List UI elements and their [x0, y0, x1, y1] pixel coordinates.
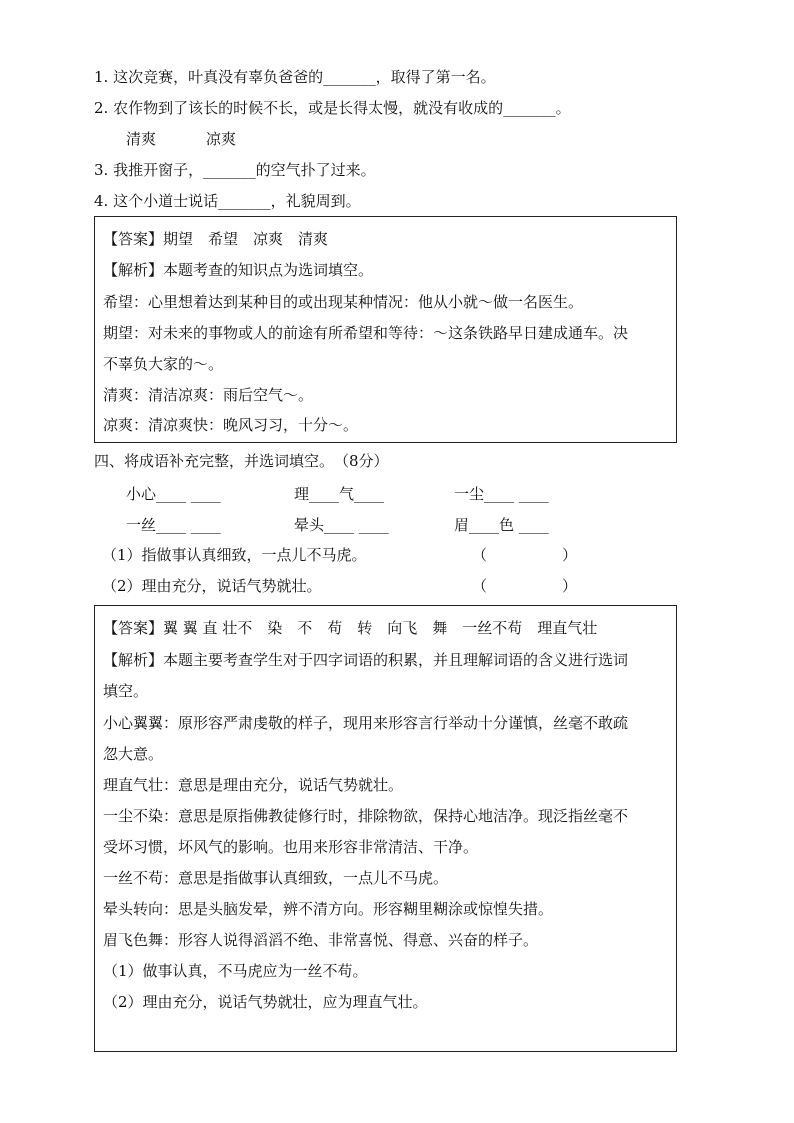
word-option-2: 凉爽: [206, 130, 237, 148]
explanation-line: 不辜负大家的～。: [103, 355, 224, 373]
explanation-line: 小心翼翼：原形容严肃虔敬的样子，现用来形容言行举动十分谨慎，丝毫不敢疏: [103, 714, 629, 732]
question-3: 3. 我推开窗子，_______的空气扑了过来。: [94, 161, 376, 179]
explanation-line: 理直气壮：意思是理由充分，说话气势就壮。: [103, 776, 404, 794]
explanation-line: 忽大意。: [103, 745, 164, 763]
analysis-line: 【解析】本题考查的知识点为选词填空。: [103, 261, 374, 279]
question-1: 1. 这次竞赛，叶真没有辜负爸爸的_______，取得了第一名。: [94, 68, 496, 86]
answer-paren-2: （ ）: [472, 577, 578, 595]
explanation-line: 晕头转向：思是头脑发晕，辨不清方向。形容糊里糊涂或惊惶失措。: [103, 900, 554, 918]
answer-line: 【答案】期望 希望 凉爽 清爽: [103, 230, 329, 248]
explanation-line: 一丝不苟：意思是指做事认真细致，一点儿不马虎。: [103, 869, 449, 887]
answer-box-2: [94, 605, 677, 1052]
explanation-line: 清爽：清洁凉爽：雨后空气～。: [103, 386, 314, 404]
explanation-line: 受坏习惯，坏风气的影响。也用来形容非常清洁、干净。: [103, 838, 479, 856]
fill-sentence-1: （1）指做事认真细致，一点儿不马虎。: [102, 546, 367, 564]
word-option-1: 清爽: [126, 130, 157, 148]
idiom-blank: 理____气____: [294, 485, 385, 503]
idiom-blank: 一丝____ ____: [126, 516, 221, 534]
answer-box-1: [94, 216, 677, 443]
answer-line: 【答案】翼 翼 直 壮不 染 不 苟 转 向飞 舞 一丝不苟 理直气壮: [103, 619, 598, 637]
section-4-title: 四、将成语补充完整，并选词填空。 （8分）: [94, 452, 389, 470]
explanation-line: 凉爽：清凉爽快：晚风习习，十分～。: [103, 416, 359, 434]
question-2: 2. 农作物到了该长的时候不长，或是长得太慢，就没有收成的_______。: [94, 99, 571, 117]
idiom-blank: 小心____ ____: [126, 485, 221, 503]
question-4: 4. 这个小道士说话_______，礼貌周到。: [94, 192, 361, 210]
idiom-blank: 眉____色 ____: [454, 516, 549, 534]
explanation-line: 眉飞色舞：形容人说得滔滔不绝、非常喜悦、得意、兴奋的样子。: [103, 931, 539, 949]
idiom-blank: 晕头____ ____: [294, 516, 389, 534]
explanation-line: （1）做事认真，不马虎应为一丝不苟。: [103, 962, 368, 980]
answer-paren-1: （ ）: [472, 546, 578, 564]
fill-sentence-2: （2）理由充分，说话气势就壮。: [102, 577, 322, 595]
explanation-line: 期望：对未来的事物或人的前途有所希望和等待：～这条铁路早日建成通车。决: [103, 324, 629, 342]
analysis-line: 填空。: [103, 682, 149, 700]
explanation-line: （2）理由充分，说话气势就壮，应为理直气壮。: [103, 993, 428, 1011]
idiom-blank: 一尘____ ____: [454, 485, 549, 503]
analysis-line: 【解析】本题主要考查学生对于四字词语的积累，并且理解词语的含义进行选词: [103, 651, 629, 669]
explanation-line: 希望：心里想着达到某种目的或出现某种情况：他从小就～做一名医生。: [103, 293, 584, 311]
explanation-line: 一尘不染：意思是原指佛教徒修行时，排除物欲，保持心地洁净。现泛指丝毫不: [103, 807, 629, 825]
